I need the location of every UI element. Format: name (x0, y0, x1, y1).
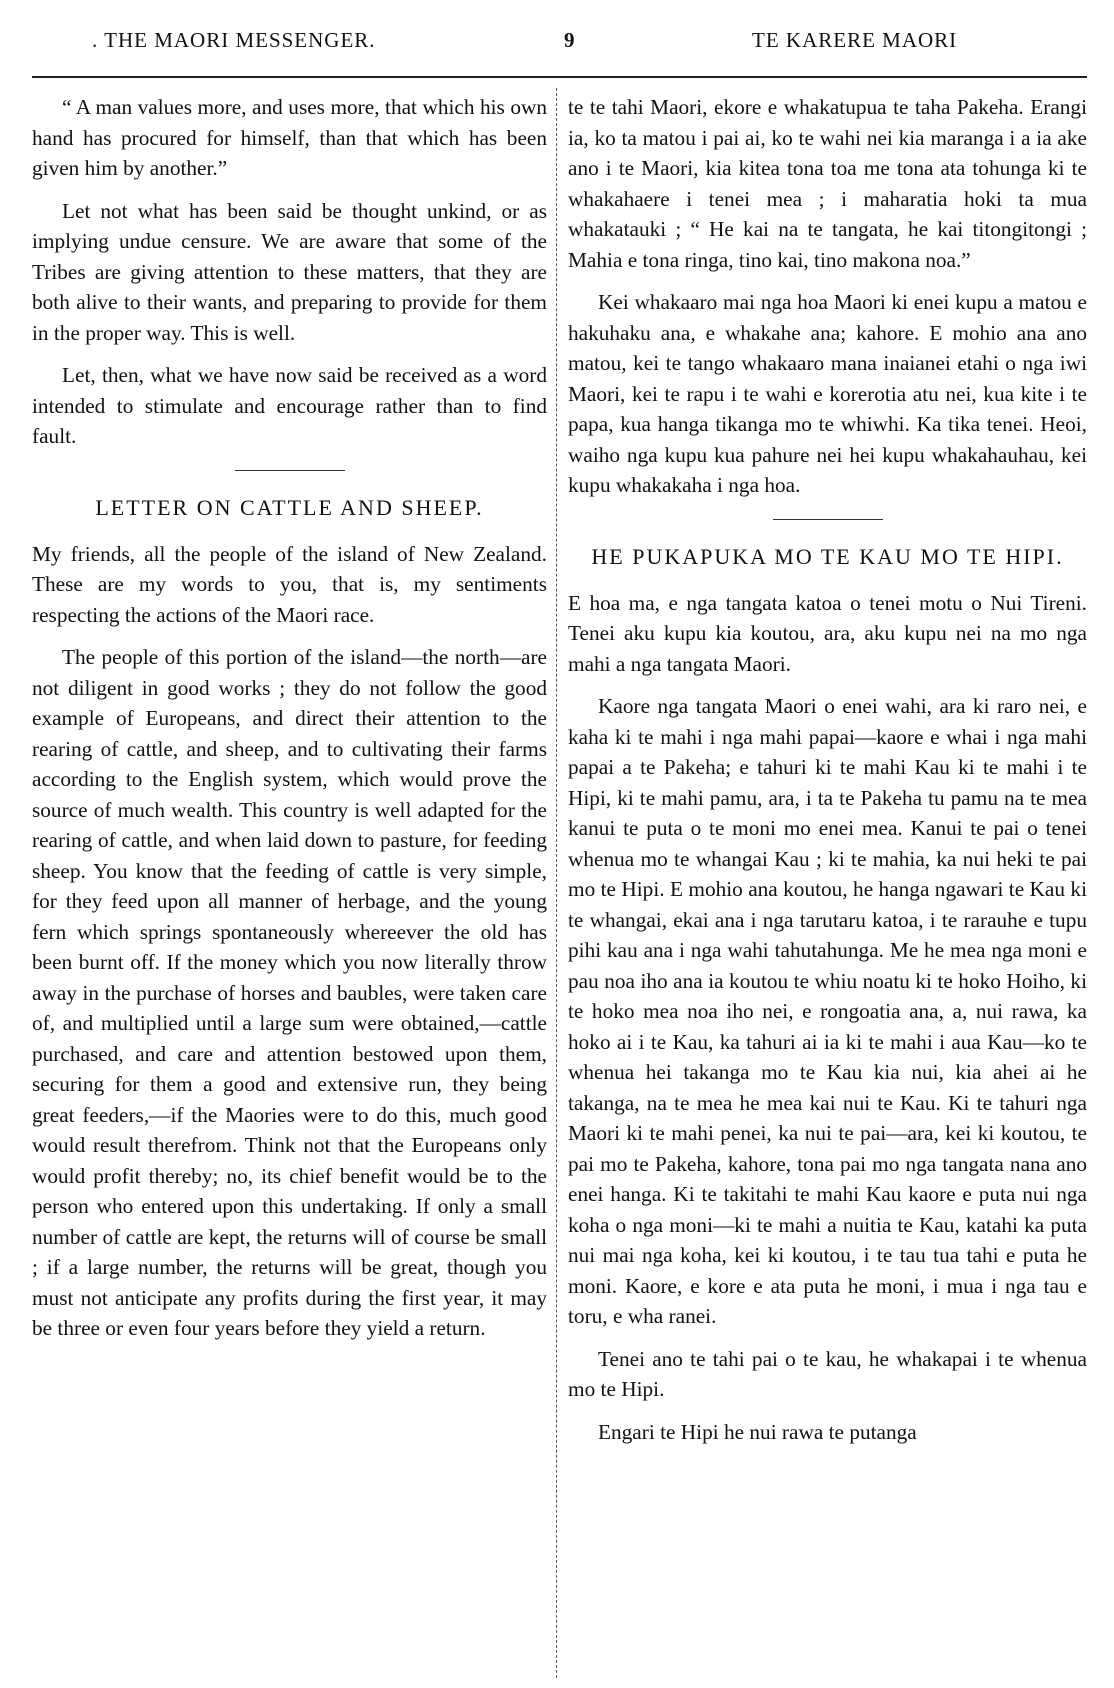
paragraph: Kei whakaaro mai nga hoa Maori ki enei kupu a matou e hakuhaku ana, e whakahe ana; kahore. E mohio ana ano matou, kei te tango whakaaro mana inaianei etahi o nga iwi Maori, kei te rapu i te wahi e korerotia atu nei, kua kite i te papa, kua hanga tikanga mo te whiwhi. Ka tika tenei. Heoi, waiho nga kupu kua pahure nei hei kupu whakahauhau, kei kupu whakakaha i nga hoa. (568, 290, 1087, 497)
header-english-title: . THE MAORI MESSENGER. (92, 28, 376, 52)
section-divider (773, 519, 883, 520)
maori-column (568, 92, 1087, 1459)
english-column (32, 92, 547, 1356)
paragraph: The people of this portion of the island—the north—are not diligent in good works ; they do not follow the good example of Europeans, and direct their attention to the rearing of cattle, and sheep, and to cultivating their farms according to the English system, which would prove the source of much wealth. This country is well adapted for the rearing of cattle, and when laid down to pasture, for feeding sheep. You know that the feeding of cattle is very simple, for they feed upon all manner of herbage, and the young fern which springs spontaneously whereever the old has been burnt off. If the money which you now literally throw away in the purchase of horses and baubles, were taken care of, and multiplied until a large sum were obtained,—cattle purchased, and care and attention bestowed upon them, securing for them a good and extensive run, they being great feeders,—if the Maories were to do this, much good would result therefrom. Think not that the Europeans only would profit thereby; no, its chief benefit would be to the person who entered upon this undertaking. If only a small number of cattle are kept, the returns will of course be small ; if a large number, the returns will be great, though you must not anticipate any profits during the first year, it may be three or even four years before they yield a return. (32, 645, 547, 1340)
article-heading: LETTER ON CATTLE AND SHEEP. (95, 494, 484, 520)
paragraph: My friends, all the people of the island of New Zealand. These are my words to you, that is, my sentiments respecting the actions of the Maori race. (32, 541, 547, 627)
paragraph: Let, then, what we have now said be received as a word intended to stimulate and encourage rather than to find fault. (32, 363, 547, 448)
paragraph: te te tahi Maori, ekore e whakatupua te taha Pakeha. Erangi ia, ko ta matou i pai ai, ko te wahi nei kia maranga i a ia ake ano i te Maori, kia kitea tona toa me tona ata tohunga ki te whakahaere i tenei mea ; i maharatia hoki ta mua whakatauki ; “ He kai na te tangata, he kai titongitongi ; Mahia e tona ringa, tino kai, tino makona noa.” (568, 95, 1087, 272)
article-heading: HE PUKAPUKA MO TE KAU MO TE HIPI. (591, 543, 1064, 569)
paragraph: Tenei ano te tahi pai o te kau, he whakapai i te whenua mo te Hipi. (568, 1346, 1087, 1401)
header-maori-title: TE KARERE MAORI (752, 28, 958, 52)
page-header (32, 28, 1087, 62)
paragraph: Kaore nga tangata Maori o enei wahi, ara ki raro nei, e kaha ki te mahi i nga mahi papai—kaore e whai i nga mahi papai a te Pakeha; e tahuri ki te mahi Kau ki te mahi i te Hipi, ki te mahi pamu, ara, i ta te Pakeha tu pamu na te mea kanui te puta o te moni mo enei mea. Kanui te pai o tenei whenua mo te whangai Kau ; ki te mahia, ka nui heki te pai mo te Hipi. E mohio ana koutou, he hanga ngawari te Kau ki te whangai, ekai ana i nga tarutaru katoa, i te rarauhe e tupu pihi kau ana i nga wahi tahutahunga. Me he mea nga moni e pau noa iho ana ia koutou te whiu noatu ki te hoko Hoiho, ki te hoko mea noa iho nei, e rongoatia ana, a, nui rawa, ka hoko ai i te Kau, ka tahuri ai ia ki te mahi i aua Kau—ko te whenua hei takanga mo te Kau kia nui, kia ahei ai he takanga, na te mea he mea kai nui te Kau. Ki te tahuri nga Maori ki te mahi penei, ka nui te pai—ara, kei ki koutou, te pai mo te Pakeha, kahore, tona pai mo nga tangata nana ano enei hanga. Ki te takitahi te mahi Kau kaore e puta nui nga koha o nga moni—ki te mahi a nuitia te Kau, katahi ka puta nui mai nga koha, kei ki koutou, i te tau tua tahi e puta he moni. Kaore, e kore e ata puta he moni, i mua i nga tau e toru, e wha ranei. (568, 694, 1087, 1328)
paragraph: Engari te Hipi he nui rawa te putanga (598, 1419, 917, 1444)
paragraph: E hoa ma, e nga tangata katoa o tenei motu o Nui Tireni. Tenei aku kupu kia koutou, ara, aku kupu nei na mo nga mahi a nga tangata Maori. (568, 590, 1087, 676)
proverb-quote: “ A man values more, and uses more, that which his own hand has procured for himself, than that which has been given him by another.” (32, 95, 547, 180)
header-rule (32, 76, 1087, 78)
column-divider (556, 88, 558, 1678)
page-number: 9 (564, 28, 576, 52)
paragraph: Let not what has been said be thought unkind, or as implying undue censure. We are aware that some of the Tribes are giving attention to these matters, that they are both alive to their wants, and preparing to provide for them in the proper way. This is well. (32, 198, 547, 345)
section-divider (235, 470, 345, 471)
